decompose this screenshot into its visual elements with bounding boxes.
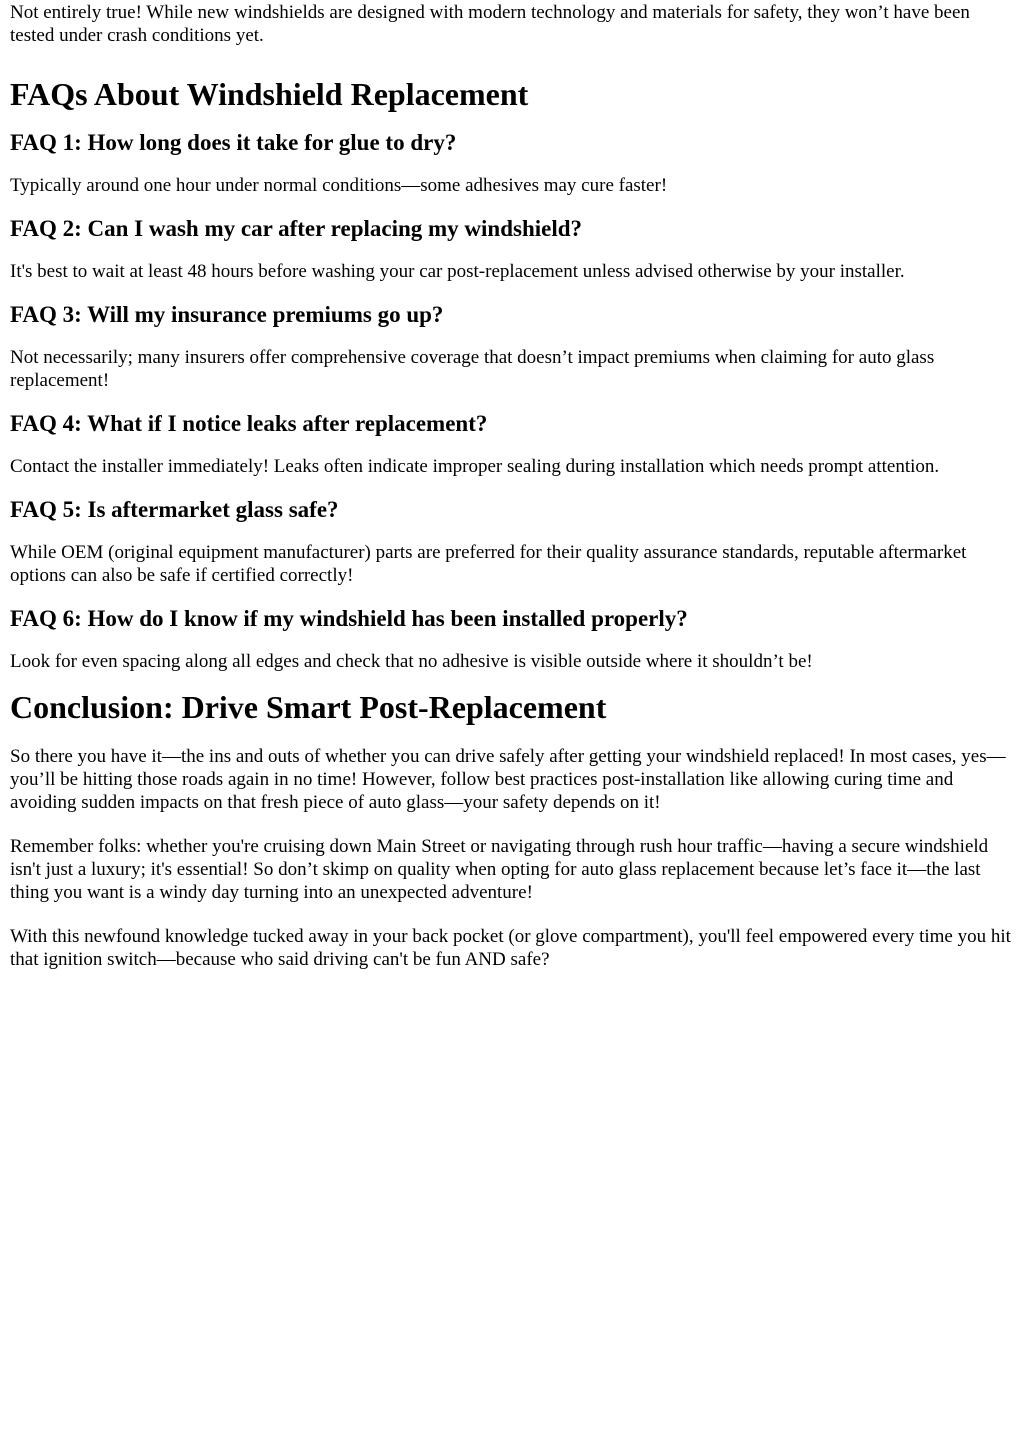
faq-question: FAQ 3: Will my insurance premiums go up?	[10, 302, 444, 327]
faq-answer: Typically around one hour under normal conditions—some adhesives may cure faster!	[10, 175, 668, 196]
conclusion-heading: Conclusion: Drive Smart Post-Replacement	[10, 689, 607, 725]
faq-item	[10, 410, 1014, 478]
faq-item	[10, 605, 1014, 673]
faq-question: FAQ 4: What if I notice leaks after replacement?	[10, 411, 488, 436]
faq-section-heading: FAQs About Windshield Replacement	[10, 76, 529, 112]
faq-item	[10, 129, 1014, 197]
faq-answer: Not necessarily; many insurers offer comprehensive coverage that doesn’t impact premiums when claiming for auto glass replacement!	[10, 347, 935, 391]
conclusion-paragraph: So there you have it—the ins and outs of whether you can drive safely after getting your windshield replaced! In most cases, yes—you’ll be hitting those roads again in no time! However, follow best practices post-installation like allowing curing time and avoiding sudden impacts on that fresh piece of auto glass—your safety depends on it!	[10, 746, 1006, 813]
faq-item	[10, 301, 1014, 392]
faq-answer: Look for even spacing along all edges and check that no adhesive is visible outside where it shouldn’t be!	[10, 651, 813, 672]
faq-question: FAQ 6: How do I know if my windshield has been installed properly?	[10, 606, 688, 631]
faq-item	[10, 215, 1014, 283]
faq-answer: Contact the installer immediately! Leaks often indicate improper sealing during installation which needs prompt attention.	[10, 456, 940, 477]
faq-question: FAQ 2: Can I wash my car after replacing my windshield?	[10, 216, 583, 241]
conclusion-paragraph: Remember folks: whether you're cruising down Main Street or navigating through rush hour traffic—having a secure windshield isn't just a luxury; it's essential! So don’t skimp on quality when opting for auto glass replacement because let’s face it—the last thing you want is a windy day turning into an unexpected adventure!	[10, 836, 989, 903]
faq-question: FAQ 5: Is aftermarket glass safe?	[10, 497, 339, 522]
conclusion-paragraph: With this newfound knowledge tucked away in your back pocket (or glove compartment), you'll feel empowered every time you hit that ignition switch—because who said driving can't be fun AND safe?	[10, 926, 1011, 970]
faq-question: FAQ 1: How long does it take for glue to dry?	[10, 130, 457, 155]
intro-paragraph: Not entirely true! While new windshields are designed with modern technology and materials for safety, they won’t have been tested under crash conditions yet.	[10, 2, 970, 46]
faq-answer: While OEM (original equipment manufacturer) parts are preferred for their quality assurance standards, reputable aftermarket options can also be safe if certified correctly!	[10, 542, 967, 586]
faq-answer: It's best to wait at least 48 hours before washing your car post-replacement unless advised otherwise by your installer.	[10, 261, 905, 282]
faq-item	[10, 496, 1014, 587]
